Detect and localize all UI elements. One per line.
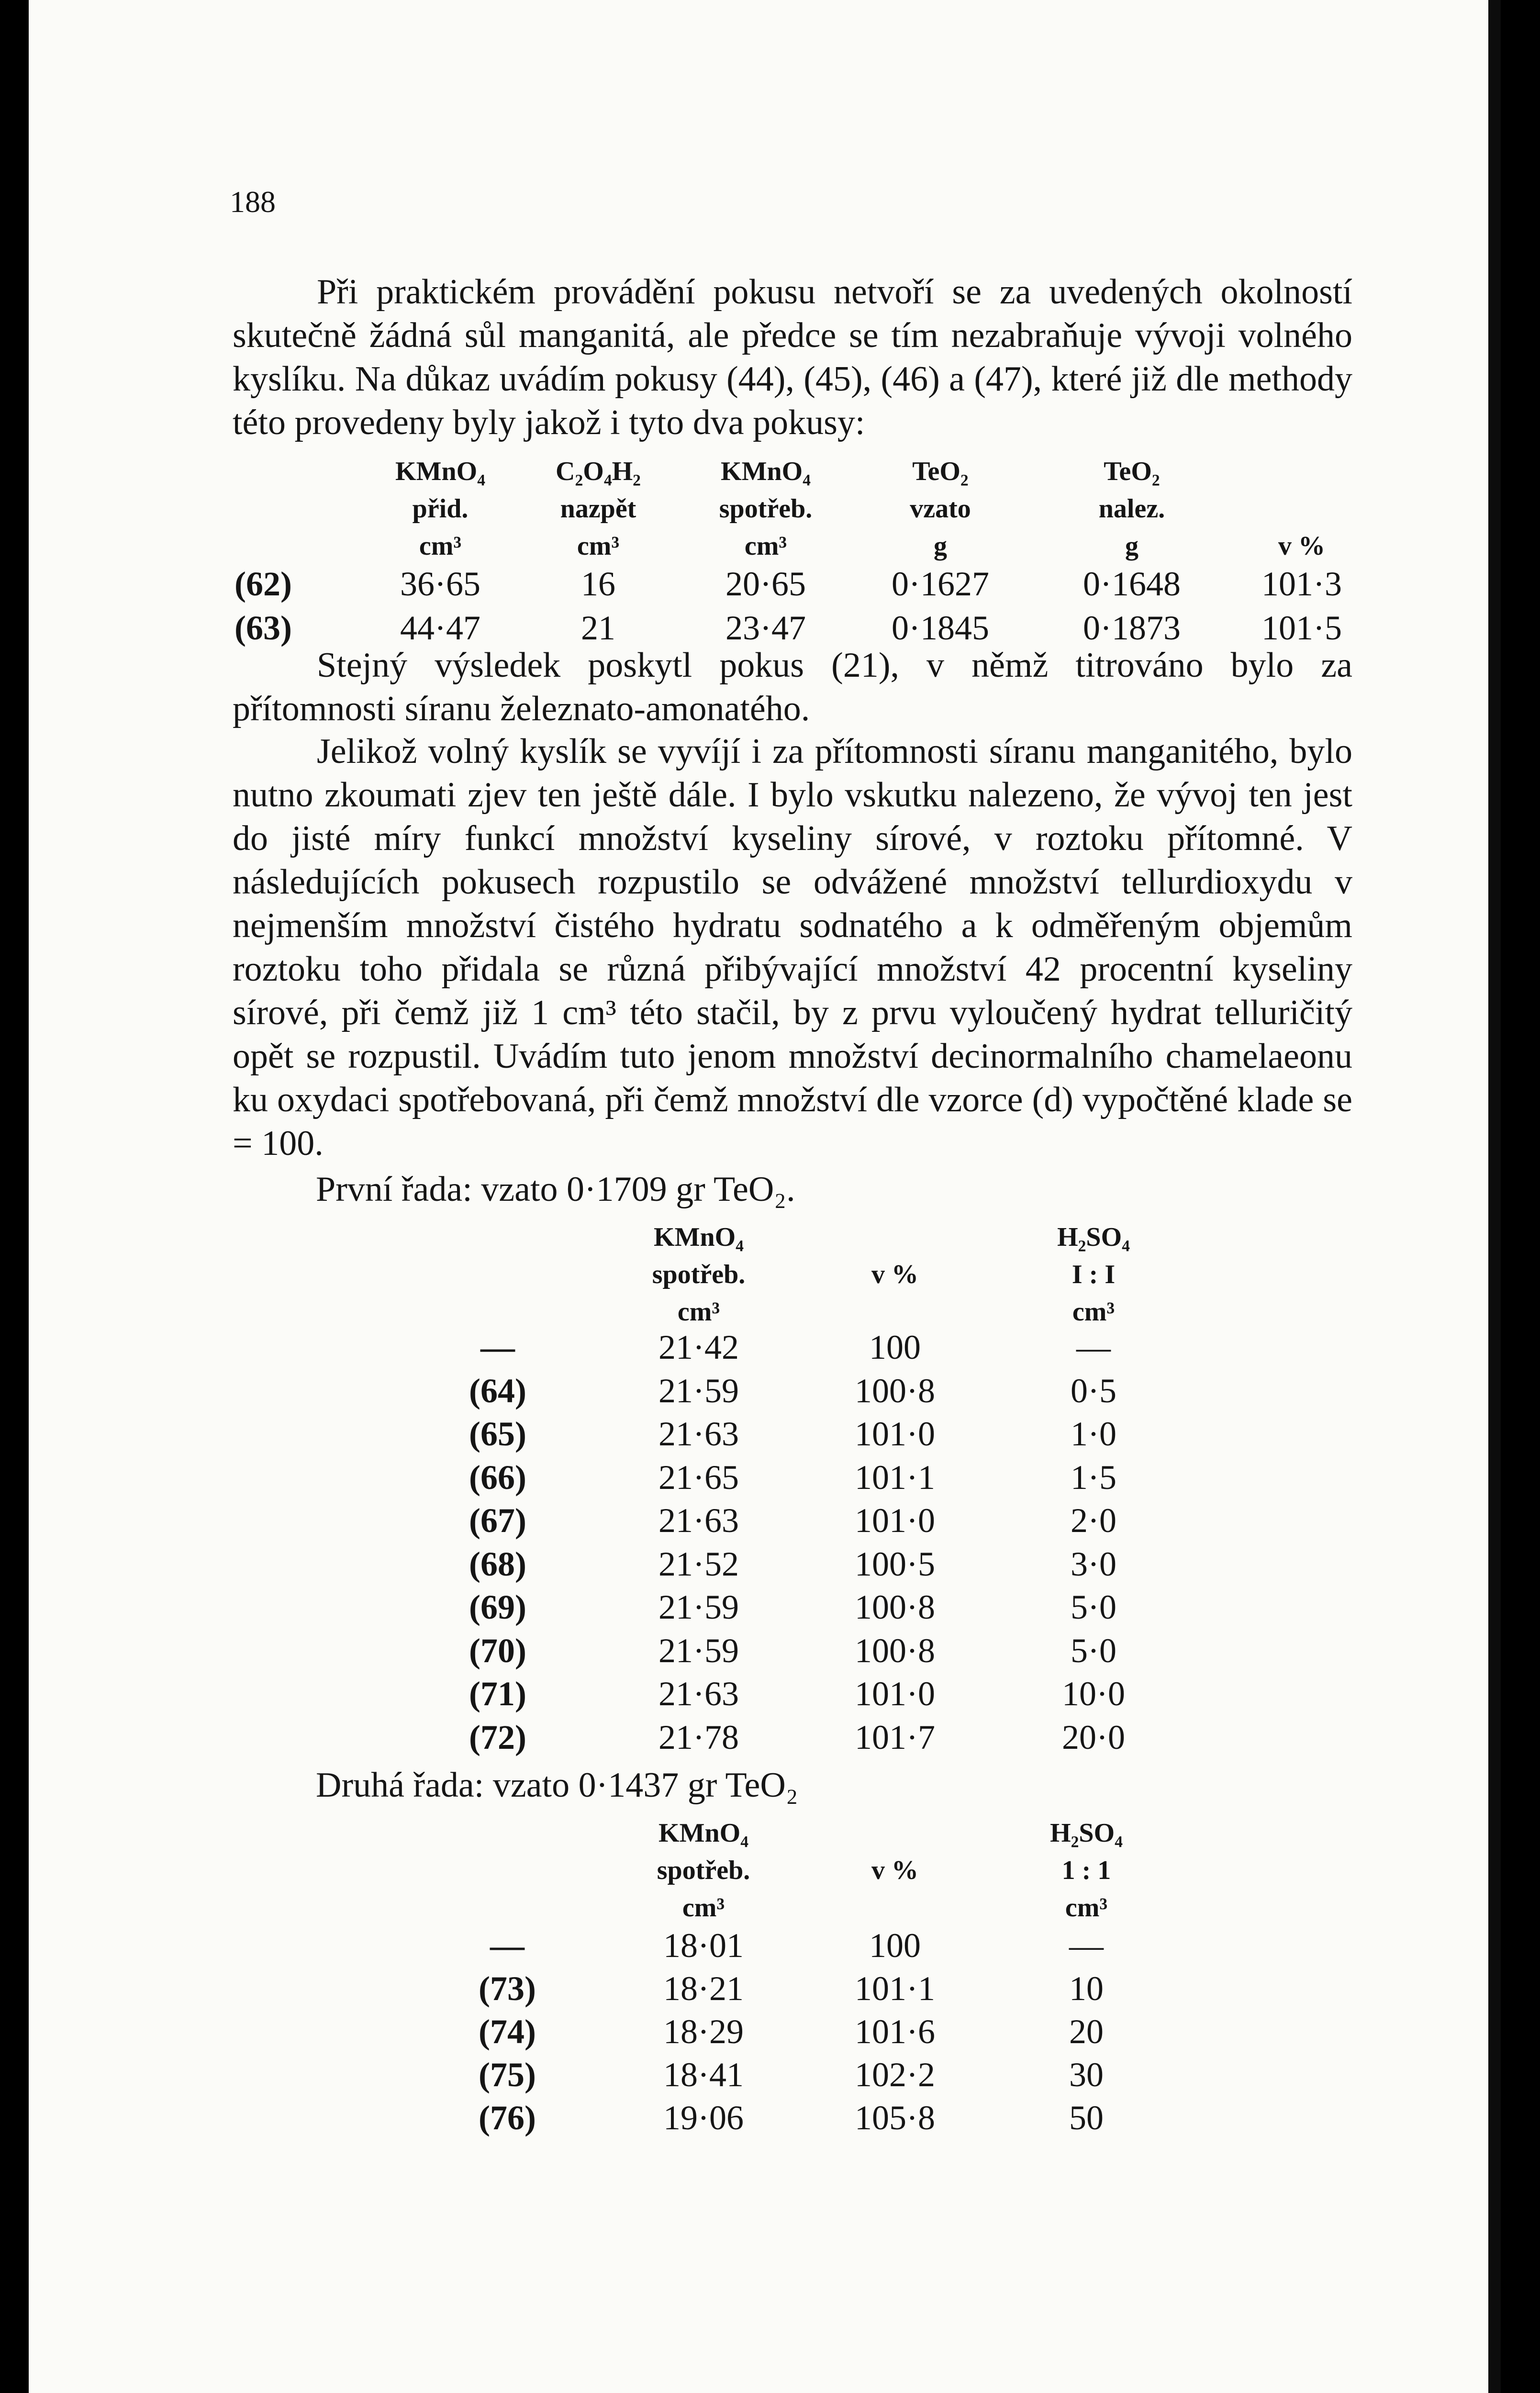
series1-caption: První řada: vzato 0·1709 gr TeO₂.: [316, 1170, 795, 1209]
table-cell: 102·2: [855, 2056, 935, 2094]
table-cell: 101·0: [855, 1675, 935, 1713]
table-cell: 1·0: [1071, 1415, 1116, 1453]
table-cell: 10·0: [1062, 1675, 1125, 1713]
table-cell: 21·52: [658, 1544, 739, 1583]
table-row: [0, 1632, 1540, 1670]
table-cell: 2·0: [1071, 1501, 1116, 1540]
row-label: (75): [479, 2056, 536, 2094]
table-cell: 0·1627: [892, 565, 989, 603]
table-cell: 18·29: [663, 2013, 744, 2051]
table-row: [0, 1969, 1540, 2008]
column-header-formula: H₂SO₄: [1050, 1818, 1123, 1848]
table-cell: 20·65: [725, 565, 806, 603]
paragraph-intro: Při praktickém provádění pokusu netvoří se za uvedených okolností skutečně žádná sůl manganitá, ale předce se tím nezabraňuje vývoji volného kyslíku. Na důkaz uvádím pokusy (44), (45), (46) a (47), které již dle methody této provedeny byly jakož i tyto dva pokusy:: [233, 272, 1352, 442]
table-cell: 0·1873: [1083, 609, 1181, 647]
table-cell: 101·0: [855, 1501, 935, 1540]
table-cell: 21·63: [658, 1415, 739, 1453]
column-header-desc: vzato: [910, 494, 971, 524]
row-label: (69): [469, 1588, 526, 1626]
column-header-unit: g: [934, 531, 947, 561]
row-label: (64): [469, 1371, 526, 1410]
row-label: (72): [469, 1718, 526, 1756]
table-cell: 5·0: [1071, 1588, 1116, 1626]
table-cell: 100: [869, 1328, 921, 1366]
table-cell: 101·7: [855, 1718, 935, 1756]
table-cell: —: [1076, 1328, 1111, 1366]
row-label: (65): [469, 1415, 526, 1453]
row-label: (62): [234, 565, 292, 603]
table-row: [0, 1545, 1540, 1583]
row-label: —: [490, 1926, 524, 1965]
table-cell: 100·8: [855, 1371, 935, 1410]
table-cell: 1·5: [1071, 1458, 1116, 1497]
table-row: [0, 1415, 1540, 1453]
column-header-desc: přid.: [412, 494, 469, 524]
table-cell: 16: [581, 565, 615, 603]
table-cell: 21: [581, 609, 615, 647]
table-row: [0, 1458, 1540, 1497]
table-cell: 101·1: [855, 1969, 935, 2008]
table-cell: 100·5: [855, 1544, 935, 1583]
table-cell: 21·42: [658, 1328, 739, 1366]
table-row: [0, 2013, 1540, 2051]
column-header-desc: I : I: [1071, 1260, 1116, 1289]
table-cell: 21·65: [658, 1458, 739, 1497]
table-row: [0, 1328, 1540, 1366]
row-label: (68): [469, 1544, 526, 1583]
row-label: —: [480, 1328, 515, 1366]
table-row: [0, 565, 1540, 603]
table-cell: 101·0: [855, 1415, 935, 1453]
table-cell: 101·3: [1261, 565, 1342, 603]
column-header-formula: KMnO₄: [658, 1818, 748, 1848]
table-cell: 105·8: [855, 2099, 935, 2137]
row-label: (70): [469, 1631, 526, 1670]
table-row: [0, 1718, 1540, 1756]
page-number: 188: [230, 185, 276, 219]
row-label: (73): [479, 1969, 536, 2008]
column-header-desc: nalez.: [1098, 494, 1165, 524]
column-header-unit: cm³: [1065, 1893, 1108, 1923]
table-cell: 30: [1069, 2056, 1104, 2094]
table-cell: 21·59: [658, 1588, 739, 1626]
table-cell: 101·1: [855, 1458, 935, 1497]
table-cell: 50: [1069, 2099, 1104, 2137]
column-header-unit: v %: [1278, 531, 1325, 561]
table-cell: 18·01: [663, 1926, 744, 1965]
row-label: (67): [469, 1501, 526, 1540]
column-header-desc: 1 : 1: [1061, 1856, 1111, 1885]
table-row: [0, 2099, 1540, 2137]
column-header-unit: cm³: [744, 531, 787, 561]
table-cell: 18·41: [663, 2056, 744, 2094]
table-cell: 23·47: [725, 609, 806, 647]
table-cell: 36·65: [400, 565, 480, 603]
table-cell: 101·6: [855, 2013, 935, 2051]
paragraph-result: Stejný výsledek poskytl pokus (21), v němž titrováno bylo za přítomnosti síranu železnato-amonatého.: [233, 646, 1352, 728]
table-row: [0, 1501, 1540, 1540]
column-header-formula: C₂O₄H₂: [556, 457, 641, 486]
column-header-unit: cm³: [419, 531, 462, 561]
table-cell: 100: [869, 1926, 921, 1965]
table-cell: 100·8: [855, 1631, 935, 1670]
table-cell: 100·8: [855, 1588, 935, 1626]
table-cell: 21·78: [658, 1718, 739, 1756]
series2-caption: Druhá řada: vzato 0·1437 gr TeO₂: [316, 1766, 798, 1805]
column-header-desc: v %: [871, 1856, 918, 1885]
table-cell: 0·1845: [892, 609, 989, 647]
table-cell: 0·5: [1071, 1371, 1116, 1410]
table-cell: 21·59: [658, 1371, 739, 1410]
table-cell: 0·1648: [1083, 565, 1181, 603]
table-cell: 5·0: [1071, 1631, 1116, 1670]
row-label: (63): [234, 609, 292, 647]
column-header-desc: spotřeb.: [657, 1856, 750, 1885]
table-cell: 21·59: [658, 1631, 739, 1670]
table-cell: 19·06: [663, 2099, 744, 2137]
table-row: [0, 609, 1540, 647]
column-header-desc: v %: [871, 1260, 918, 1289]
row-label: (74): [479, 2013, 536, 2051]
row-label: (76): [479, 2099, 536, 2137]
column-header-formula: KMnO₄: [721, 457, 811, 486]
column-header-unit: cm³: [1072, 1297, 1115, 1327]
table-cell: 18·21: [663, 1969, 744, 2008]
column-header-unit: cm³: [677, 1297, 720, 1327]
column-header-unit: cm³: [682, 1893, 725, 1923]
column-header-unit: g: [1125, 531, 1138, 561]
table-cell: —: [1069, 1926, 1104, 1965]
table-row: [0, 1588, 1540, 1626]
row-label: (66): [469, 1458, 526, 1497]
table-cell: 10: [1069, 1969, 1104, 2008]
table-cell: 20·0: [1062, 1718, 1125, 1756]
table-row: [0, 1675, 1540, 1713]
row-label: (71): [469, 1675, 526, 1713]
table-row: [0, 2056, 1540, 2094]
table-row: [0, 1926, 1540, 1965]
column-header-desc: nazpět: [560, 494, 636, 524]
table-cell: 21·63: [658, 1501, 739, 1540]
column-header-desc: spotřeb.: [719, 494, 813, 524]
column-header-formula: H₂SO₄: [1057, 1222, 1130, 1252]
column-header-formula: KMnO₄: [395, 457, 485, 486]
paragraph-method: Jelikož volný kyslík se vyvíjí i za přítomnosti síranu manganitého, bylo nutno zkoumati zjev ten ještě dále. I bylo vskutku nalezeno, že vývoj ten jest do jisté míry funkcí množství kyseliny sírové, v roztoku přítomné. V následujících pokusech rozpustilo se odvážené množství tellurdioxydu v nejmenším množství čistého hydratu sodnatého a k odměřeným objemům roztoku toho přidala se různá přibývající množství 42 procentní kyseliny sírové, při čemž již 1 cm³ této stačil, by z prvu vyloučený hydrat telluričitý opět se rozpustil. Uvádím tuto jenom množství decinormalního chamelaeonu ku oxydaci spotřebovaná, při čemž množství dle vzorce (d) vypočtěné klade se = 100.: [233, 732, 1352, 1163]
table-cell: 21·63: [658, 1675, 739, 1713]
table-row: [0, 1372, 1540, 1410]
column-header-desc: spotřeb.: [652, 1260, 746, 1289]
table-cell: 3·0: [1071, 1544, 1116, 1583]
table-cell: 44·47: [400, 609, 480, 647]
column-header-unit: cm³: [577, 531, 620, 561]
table-cell: 20: [1069, 2013, 1104, 2051]
column-header-formula: TeO₂: [912, 457, 969, 486]
table-cell: 101·5: [1261, 609, 1342, 647]
column-header-formula: KMnO₄: [654, 1222, 744, 1252]
column-header-formula: TeO₂: [1104, 457, 1160, 486]
